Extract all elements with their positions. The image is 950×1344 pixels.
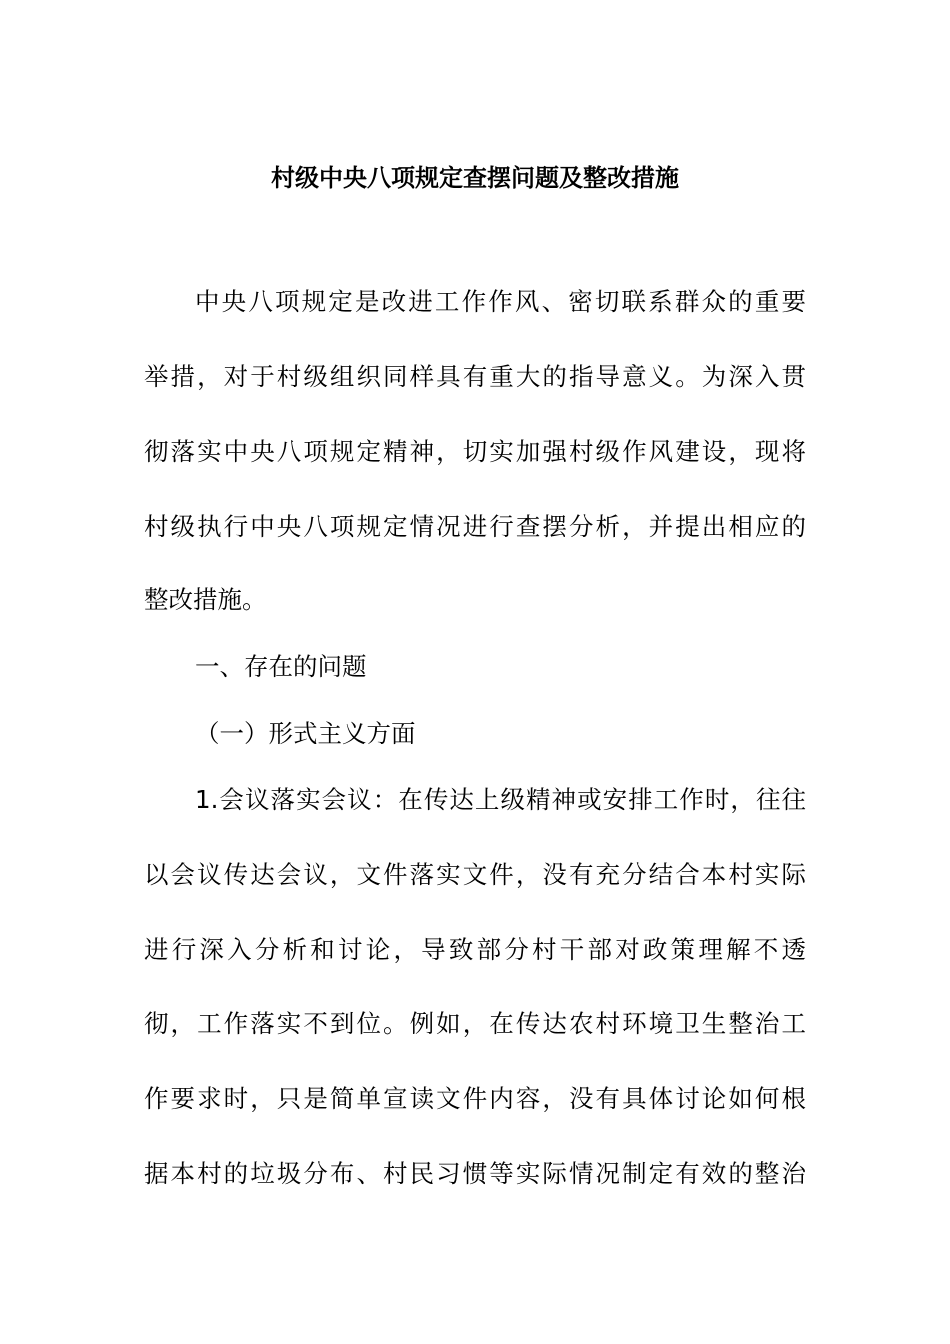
item-line: 以会议传达会议，文件落实文件，没有充分结合本村实际 — [144, 860, 806, 889]
item-line: 作要求时，只是简单宣读文件内容，没有具体讨论如何根 — [144, 1084, 806, 1113]
section-heading: 一、存在的问题 — [195, 652, 367, 681]
paragraph-line: 举措，对于村级组织同样具有重大的指导意义。为深入贯 — [144, 362, 806, 391]
paragraph-line: 村级执行中央八项规定情况进行查摆分析，并提出相应的 — [144, 512, 806, 541]
subsection-heading: （一）形式主义方面 — [195, 719, 416, 748]
item-line: 进行深入分析和讨论，导致部分村干部对政策理解不透 — [144, 935, 806, 964]
item-line: 彻，工作落实不到位。例如，在传达农村环境卫生整治工 — [144, 1009, 806, 1038]
item-line: 1.会议落实会议：在传达上级精神或安排工作时，往往 — [195, 785, 806, 814]
document-title: 村级中央八项规定查摆问题及整改措施 — [271, 164, 679, 192]
paragraph-line: 整改措施。 — [144, 585, 267, 614]
item-line: 据本村的垃圾分布、村民习惯等实际情况制定有效的整治 — [144, 1159, 806, 1188]
paragraph-line: 中央八项规定是改进工作作风、密切联系群众的重要 — [195, 287, 806, 316]
paragraph-line: 彻落实中央八项规定精神，切实加强村级作风建设，现将 — [144, 437, 806, 466]
